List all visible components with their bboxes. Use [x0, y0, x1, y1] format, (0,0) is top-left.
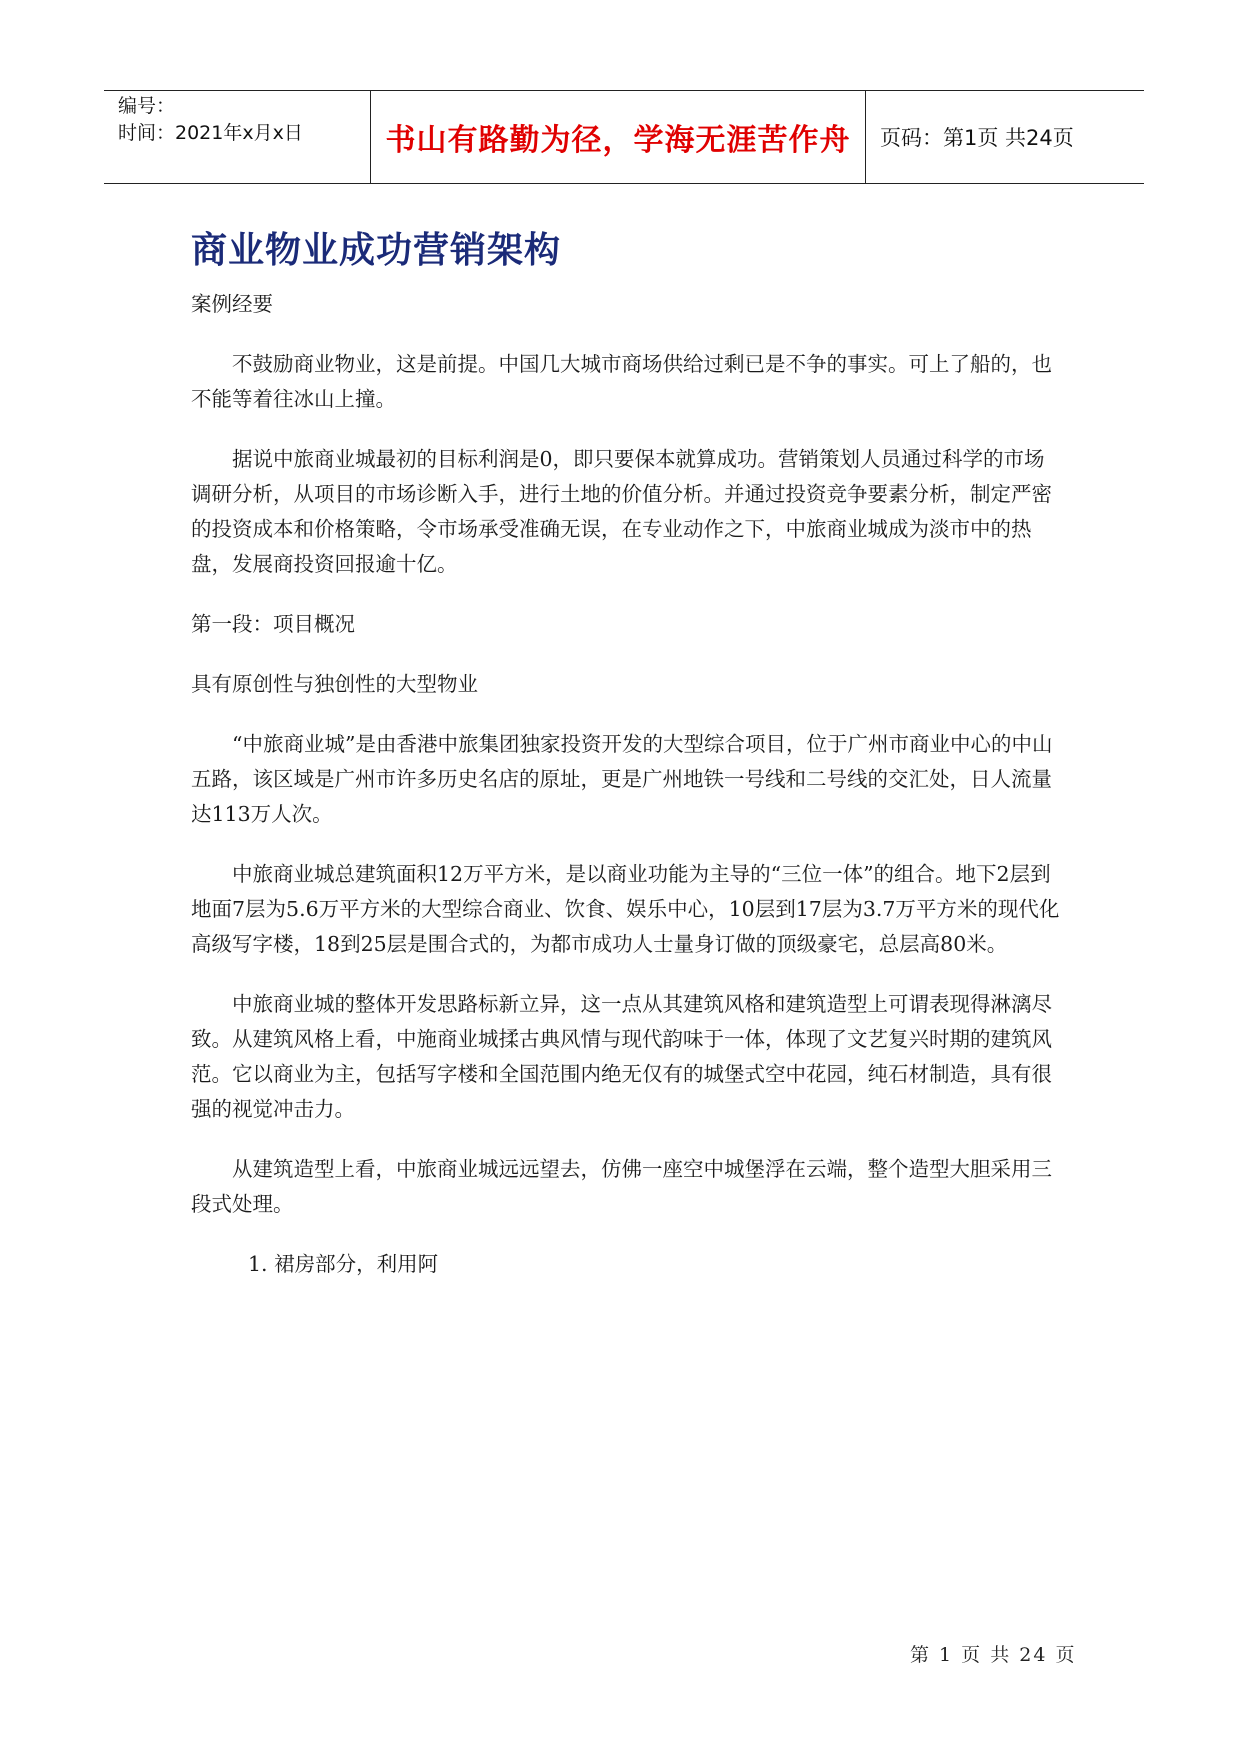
- page-footer: 第 1 页 共 24 页: [910, 1644, 1077, 1666]
- paragraph: 中旅商业城总建筑面积12万平方米，是以商业功能为主导的“三位一体”的组合。地下2层到地面7层为5.6万平方米的大型综合商业、饮食、娱乐中心，10层到17层为3.7万平方米的现代化高级写字楼，18到25层是围合式的，为都市成功人士量身订做的顶级豪宅，总层高80米。: [191, 862, 1060, 956]
- section-subheading: 具有原创性与独创性的大型物业: [191, 672, 478, 696]
- header-page-cell: [866, 91, 1144, 183]
- section-heading: 第一段：项目概况: [191, 612, 355, 636]
- page-header: [104, 90, 1144, 184]
- paragraph: 不鼓励商业物业，这是前提。中国几大城市商场供给过剩已是不争的事实。可上了船的，也不能等着往冰山上撞。: [191, 352, 1052, 411]
- document-subtitle: 案例经要: [191, 292, 273, 316]
- serial-number-label: 编号：: [118, 95, 176, 117]
- document-title: 商业物业成功营销架构: [191, 230, 562, 271]
- document-body: [191, 222, 1061, 1282]
- header-meta: [118, 91, 368, 183]
- list-item: 1. 裙房部分，利用阿: [248, 1252, 439, 1276]
- paragraph: 中旅商业城的整体开发思路标新立异，这一点从其建筑风格和建筑造型上可谓表现得淋漓尽致。从建筑风格上看，中施商业城揉古典风情与现代韵味于一体，体现了文艺复兴时期的建筑风范。它以商业为主，包括写字楼和全国范围内绝无仅有的城堡式空中花园，纯石材制造，具有很强的视觉冲击力。: [191, 992, 1052, 1121]
- header-motto: 书山有路勤为径，学海无涯苦作舟: [385, 123, 851, 158]
- time-label: 时间：2021年x月x日: [118, 122, 303, 144]
- paragraph: 从建筑造型上看，中旅商业城远远望去，仿佛一座空中城堡浮在云端，整个造型大胆采用三段式处理。: [191, 1157, 1052, 1216]
- paragraph: “中旅商业城”是由香港中旅集团独家投资开发的大型综合项目，位于广州市商业中心的中山五路，该区域是广州市许多历史名店的原址，更是广州地铁一号线和二号线的交汇处，日人流量达113万人次。: [191, 732, 1053, 826]
- paragraph: 据说中旅商业城最初的目标利润是0，即只要保本就算成功。营销策划人员通过科学的市场调研分析，从项目的市场诊断入手，进行土地的价值分析。并通过投资竞争要素分析，制定严密的投资成本和价格策略，令市场承受准确无误，在专业动作之下，中旅商业城成为淡市中的热盘，发展商投资回报逾十亿。: [191, 447, 1052, 576]
- header-page-number: 页码：第1页 共24页: [880, 126, 1074, 150]
- header-motto-cell: [370, 91, 866, 183]
